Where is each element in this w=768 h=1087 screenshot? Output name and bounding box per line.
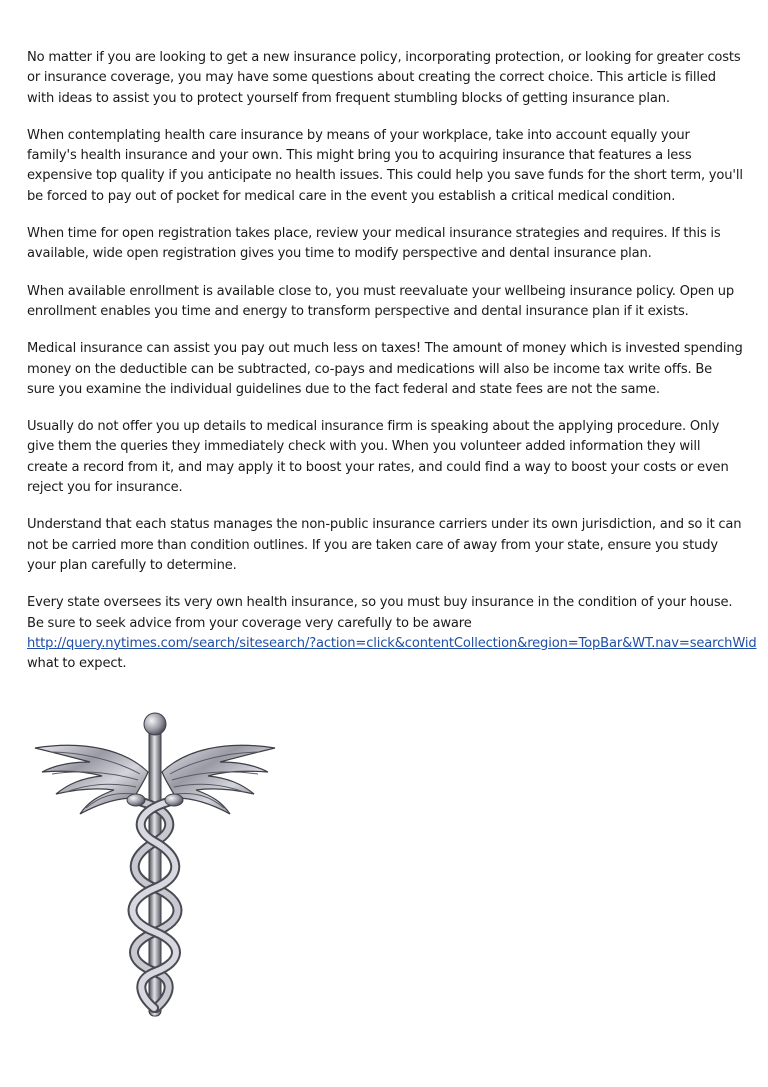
paragraph-8-text-after: what to expect.: [27, 656, 127, 672]
paragraph-8: [27, 593, 757, 674]
paragraph-3: When time for open registration takes place, review your medical insurance strategies and requires. If this is available, wide open registration gives you time to modify perspective and dental insurance plan.: [27, 226, 721, 262]
paragraph-5: Medical insurance can assist you pay out much less on taxes! The amount of money which is invested spending money on the deductible can be subtracted, co-pays and medications will also be income tax write offs. Be sure you examine the individual guidelines due to the fact federal and state fees are not the same.: [27, 341, 743, 397]
paragraph-2: When contemplating health care insurance by means of your workplace, take into account equally your family's health insurance and your own. This might bring you to acquiring insurance that features a less expensive top quality if you anticipate no health issues. This could help you save funds for the short term, you'll be forced to pay out of pocket for medical care in the event you establish a critical medical condition.: [27, 127, 743, 204]
staff-top-ball: [144, 713, 166, 735]
nytimes-search-link[interactable]: http://query.nytimes.com/search/sitesearch/?action=click&contentCollection&region=TopBar&WT.nav=searchWid: [27, 635, 757, 651]
paragraph-1: No matter if you are looking to get a new insurance policy, incorporating protection, or looking for greater costs or insurance coverage, you may have some questions about creating the correct choice. This article is filled with ideas to assist you to protect yourself from frequent stumbling blocks of getting insurance plan.: [27, 50, 741, 106]
caduceus-icon: [30, 710, 280, 1020]
paragraph-7: Understand that each status manages the non-public insurance carriers under its own jurisdiction, and so it can not be carried more than condition outlines. If you are taken care of away from your state, ensure you study your plan carefully to determine.: [27, 517, 742, 573]
document-page: [27, 48, 757, 691]
paragraph-8-text-before: Every state oversees its very own health insurance, so you must buy insurance in the condition of your house. Be sure to seek advice from your coverage very carefully to be aware: [27, 595, 733, 631]
right-snake-head: [165, 794, 183, 806]
paragraph-6: Usually do not offer you up details to medical insurance firm is speaking about the applying procedure. Only give them the queries they immediately check with you. When you volunteer added information they will create a record from it, and may apply it to boost your rates, and could find a way to boost your costs or even reject you for insurance.: [27, 419, 729, 496]
left-snake-head: [127, 794, 145, 806]
paragraph-4: When available enrollment is available close to, you must reevaluate your wellbeing insurance policy. Open up enrollment enables you time and energy to transform perspective and dental insurance plan if it exists.: [27, 283, 735, 319]
